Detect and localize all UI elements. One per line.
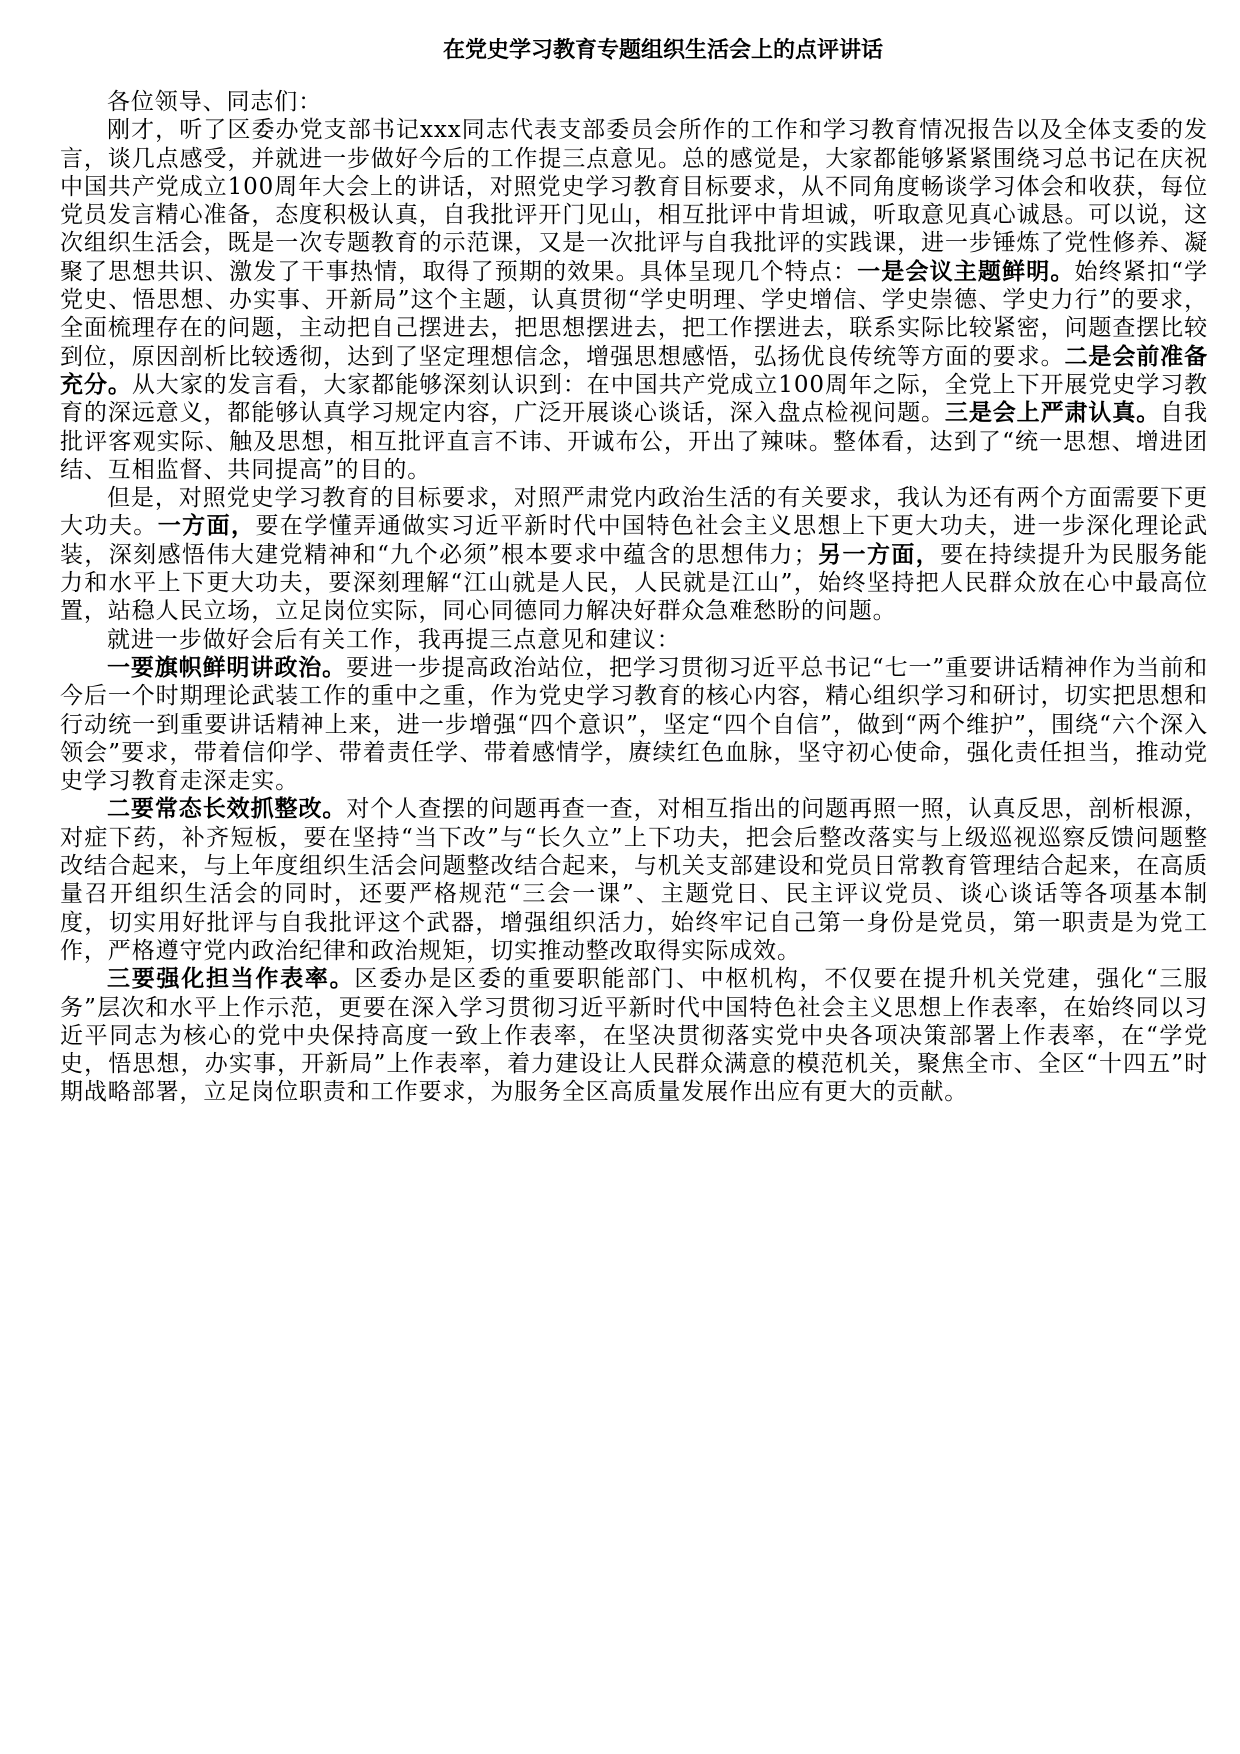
point-heading: 二要常态长效抓整改。 <box>107 796 347 823</box>
paragraph-text: 但是，对照党史学习教育的目标要求，对照严肃党内政治生活的有关要求，我认为还有两个方面需要下更大功夫。 <box>60 485 1208 540</box>
paragraph-suggestion-1 <box>60 654 1208 795</box>
document-title: 在党史学习教育专题组织生活会上的点评讲话 <box>442 38 883 63</box>
paragraph-suggestion-3 <box>60 965 1208 1106</box>
point-heading: 另一方面， <box>817 541 941 568</box>
paragraph-text: 始终紧扣“学党史、悟思想、办实事、开新局”这个主题，认真贯彻“学史明理、学史增信、学史崇德、学史力行”的要求，全面梳理存在的问题，主动把自己摆进去，把思想摆进去，把工作摆进去，联系实际比较紧密，问题查摆比较到位，原因剖析比较透彻，达到了坚定理想信念，增强思想感悟，弘扬优良传统等方面的要求。 <box>60 258 1208 370</box>
paragraph-text: 对个人查摆的问题再查一查，对相互指出的问题再照一照，认真反思，剖析根源，对症下药，补齐短板，要在坚持“当下改”与“长久立”上下功夫，把会后整改落实与上级巡视巡察反馈问题整改结合起来，与上年度组织生活会问题整改结合起来，与机关支部建设和党员日常教育管理结合起来，在高质量召开组织生活会的同时，还要严格规范“三会一课”、主题党日、民主评议党员、谈心谈话等各项基本制度，切实用好批评与自我批评这个武器，增强组织活力，始终牢记自己第一身份是党员，第一职责是为党工作，严格遵守党内政治纪律和政治规矩，切实推动整改取得实际成效。 <box>60 796 1208 964</box>
paragraph-text: 要进一步提高政治站位，把学习贯彻习近平总书记“七一”重要讲话精神作为当前和今后一个时期理论武装工作的重中之重，作为党史学习教育的核心内容，精心组织学习和研讨，切实把思想和行动统一到重要讲话精神上来，进一步增强“四个意识”，坚定“四个自信”，做到“两个维护”，围绕“六个深入领会”要求，带着信仰学、带着责任学、带着感情学，赓续红色血脉，坚守初心使命，强化责任担当，推动党史学习教育走深走实。 <box>60 654 1208 795</box>
paragraph-text: 要在学懂弄通做实习近平新时代中国特色社会主义思想上下更大功夫，进一步深化理论武装，深刻感悟伟大建党精神和“九个必须”根本要求中蕴含的思想伟力； <box>60 513 1208 568</box>
point-heading: 一是会议主题鲜明。 <box>857 258 1075 285</box>
greeting: 各位领导、同志们： <box>107 89 323 115</box>
document-body <box>60 88 1208 1107</box>
paragraph-opening-remarks <box>60 116 1208 484</box>
point-heading: 二是会前准备充分。 <box>60 343 1208 398</box>
paragraph-transition <box>60 626 1208 654</box>
point-heading: 三要强化担当作表率。 <box>107 966 355 993</box>
paragraph-text: 区委办是区委的重要职能部门、中枢机构，不仅要在提升机关党建，强化“三服务”层次和水平上作示范，更要在深入学习贯彻习近平新时代中国特色社会主义思想上作表率，在始终同以习近平同志为核心的党中央保持高度一致上作表率，在坚决贯彻落实党中央各项决策部署上作表率，在“学党史，悟思想，办实事，开新局”上作表率，着力建设让人民群众满意的模范机关，聚焦全市、全区“十四五”时期战略部署，立足岗位职责和工作要求，为服务全区高质量发展作出应有更大的贡献。 <box>60 966 1209 1106</box>
paragraph-text: 刚才，听了区委办党支部书记xxx同志代表支部委员会所作的工作和学习教育情况报告以及全体支委的发言，谈几点感受，并就进一步做好今后的工作提三点意见。总的感觉是，大家都能够紧紧围绕习总书记在庆祝中国共产党成立100周年大会上的讲话，对照党史学习教育目标要求，从不同角度畅谈学习体会和收获，每位党员发言精心准备，态度积极认真，自我批评开门见山，相互批评中肯坦诚，听取意见真心诚恳。可以说，这次组织生活会，既是一次专题教育的示范课，又是一次批评与自我批评的实践课，进一步锤炼了党性修养、凝聚了思想共识、激发了干事热情，取得了预期的效果。具体呈现几个特点： <box>60 117 1208 285</box>
paragraph-text: 要在持续提升为民服务能力和水平上下更大功夫，要深刻理解“江山就是人民，人民就是江山”，始终坚持把人民群众放在心中最高位置，站稳人民立场，立足岗位实际，同心同德同力解决好群众急难愁盼的问题。 <box>60 541 1209 625</box>
paragraph-text: 自我批评客观实际、触及思想，相互批评直言不讳、开诚布公，开出了辣味。整体看，达到了“统一思想、增进团结、互相监督、共同提高”的目的。 <box>60 400 1208 483</box>
document-page <box>60 36 1208 1107</box>
paragraph-suggestion-2 <box>60 795 1208 965</box>
point-heading: 一要旗帜鲜明讲政治。 <box>107 654 347 681</box>
point-heading: 一方面， <box>157 513 256 540</box>
paragraph-text: 从大家的发言看，大家都能够深刻认识到：在中国共产党成立100周年之际，全党上下开展党史学习教育的深远意义，都能够认真学习规定内容，广泛开展谈心谈话，深入盘点检视问题。 <box>60 371 1208 427</box>
paragraph-shortcomings <box>60 484 1208 625</box>
point-heading: 三是会上严肃认真。 <box>944 400 1161 427</box>
paragraph-text: 就进一步做好会后有关工作，我再提三点意见和建议： <box>107 626 681 653</box>
